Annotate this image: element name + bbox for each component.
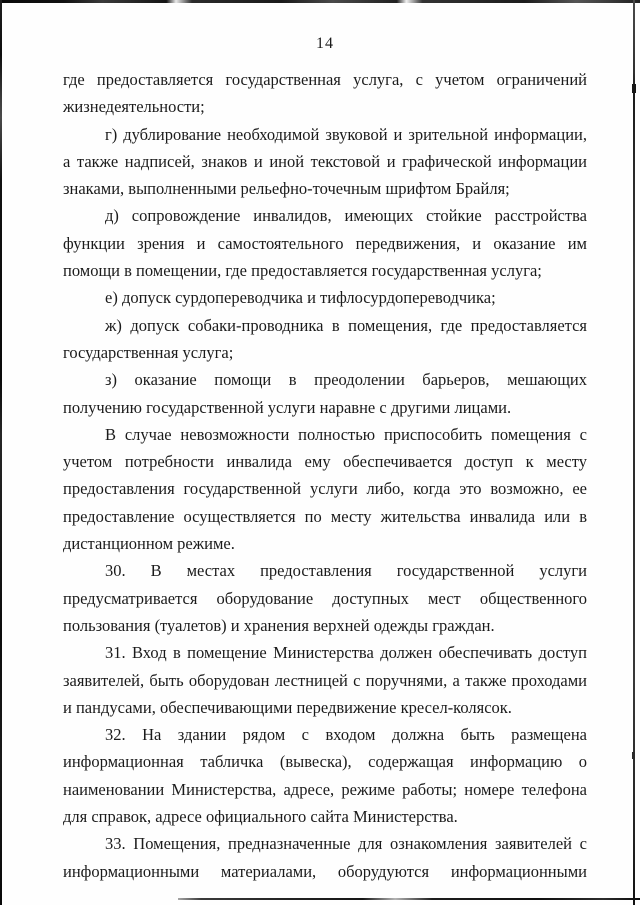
paragraph-continuation: где предоставляется государственная услуга, с учетом ограничений жизнедеятельности; — [63, 70, 587, 117]
paragraph-item-zh: ж) допуск собаки-проводника в помещения, где предоставляется государственная услуга; — [63, 315, 587, 362]
scan-speck — [632, 752, 635, 759]
paragraph-clause-32: 32. На здании рядом с входом должна быть размещена информационная табличка (вывеска), содержащая информацию о наименовании Министерства, адресе, режиме работы; номере телефона для справок, адресе официального сайта Министерства. — [63, 725, 587, 827]
paragraph-item-z: з) оказание помощи в преодолении барьеров, мешающих получению государственной услуги наравне с другими лицами. — [63, 370, 587, 417]
paragraph-item-e: е) допуск сурдопереводчика и тифлосурдопереводчика; — [105, 288, 496, 308]
scan-edge-left — [0, 0, 2, 905]
paragraph-clause-31: 31. Вход в помещение Министерства должен обеспечивать доступ заявителей, быть оборудован лестницей с поручнями, а также проходами и пандусами, обеспечивающими передвижение кресел-колясок. — [63, 643, 587, 717]
page-body — [63, 66, 587, 885]
scan-speck — [632, 84, 636, 93]
scan-edge-top — [0, 0, 640, 3]
paragraph-clause-33: 33. Помещения, предназначенные для ознакомления заявителей с информационными материалами, оборудуются информационными — [63, 834, 587, 881]
scan-edge-right — [633, 0, 635, 905]
paragraph-item-d: д) сопровождение инвалидов, имеющих стойкие расстройства функции зрения и самостоятельного передвижения, и оказание им помощи в помещении, где предоставляется государственная услуга; — [63, 206, 587, 281]
paragraph-clause-30: 30. В местах предоставления государственной услуги предусматривается оборудование доступных мест общественного пользования (туалетов) и хранения верхней одежды граждан. — [63, 561, 587, 635]
page-number: 14 — [316, 35, 334, 52]
paragraph-accessibility-note: В случае невозможности полностью приспособить помещения с учетом потребности инвалида ему обеспечивается доступ к месту предоставления государственной услуги либо, когда это возможно, ее предоставление осуществляется по месту жительства инвалида или в дистанционном режиме. — [63, 424, 587, 554]
scan-edge-bottom — [178, 898, 640, 900]
paragraph-item-g: г) дублирование необходимой звуковой и зрительной информации, а также надписей, знаков и иной текстовой и графической информации знаками, выполненными рельефно-точечным шрифтом Брайля; — [63, 124, 587, 199]
